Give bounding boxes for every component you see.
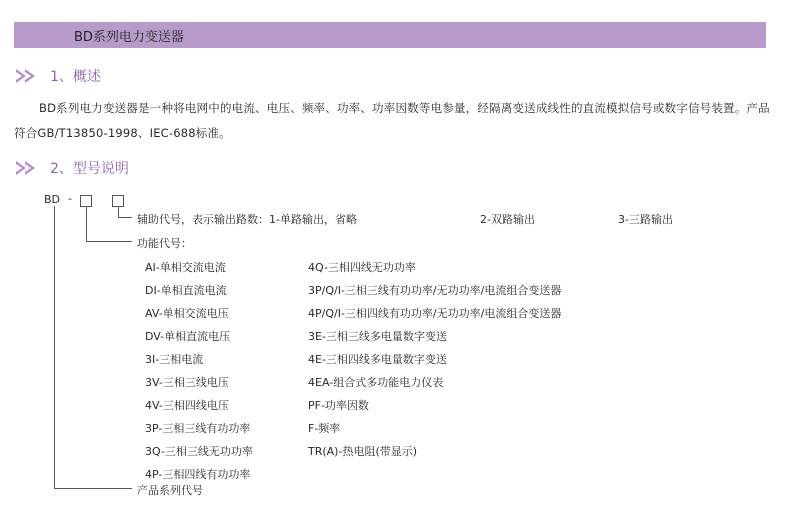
function-item-left: 3Q-三相三线无功功率 [145, 445, 253, 458]
function-item-left: 3P-三相三线有功功率 [145, 422, 251, 435]
aux-connector-vertical [118, 207, 119, 217]
function-connector-horizontal [86, 241, 132, 242]
series-connector-vertical [54, 206, 55, 488]
function-item-right: PF-功率因数 [308, 399, 369, 412]
function-item-left: 4V-三相四线电压 [145, 399, 229, 412]
function-item-left: 3I-三相电流 [145, 353, 204, 366]
function-item-right: 3E-三相三线多电量数字变送 [308, 330, 447, 343]
function-item-left: DI-单相直流电流 [145, 284, 227, 297]
section-overview-title: 1、概述 [50, 69, 101, 85]
function-code-box [80, 195, 92, 207]
section-model-heading [14, 158, 129, 178]
aux-code-label: 辅助代号，表示输出路数：1-单路输出，省略 [137, 213, 357, 226]
series-connector-horizontal [54, 488, 132, 489]
function-item-left: 4P-三相四线有功功率 [145, 468, 251, 481]
aux-option-3: 3-三路输出 [618, 213, 673, 226]
aux-connector-horizontal [118, 217, 132, 218]
function-item-right: F-频率 [308, 422, 341, 435]
model-prefix: BD [44, 193, 61, 206]
function-item-right: TR(A)-热电阻(带显示) [308, 445, 418, 458]
function-item-right: 4P/Q/I-三相四线有功功率/无功功率/电流组合变送器 [308, 307, 562, 320]
function-item-right: 4Q-三相四线无功功率 [308, 261, 416, 274]
banner-title: BD系列电力变送器 [74, 30, 184, 45]
function-connector-vertical [86, 207, 87, 241]
series-code-label: 产品系列代号 [137, 484, 203, 497]
aux-code-box [112, 195, 124, 207]
title-banner [14, 22, 766, 48]
section-model-title: 2、型号说明 [50, 161, 129, 177]
function-item-left: AV-单相交流电压 [145, 307, 229, 320]
function-item-right: 3P/Q/I-三相三线有功功率/无功功率/电流组合变送器 [308, 284, 562, 297]
section-overview-heading [14, 66, 101, 86]
model-dash: - [68, 192, 72, 205]
function-item-left: DV-单相直流电压 [145, 330, 231, 343]
function-item-left: AI-单相交流电流 [145, 261, 226, 274]
function-item-right: 4E-三相四线多电量数字变送 [308, 353, 447, 366]
overview-paragraph: BD系列电力变送器是一种将电网中的电流、电压、频率、功率、功率因数等电参量，经隔离变送成线性的直流模拟信号或数字信号装置。产品符合GB/T13850-1998、IEC-688标准。 [14, 101, 770, 140]
function-item-left: 3V-三相三线电压 [145, 376, 229, 389]
function-code-label: 功能代号： [137, 237, 192, 250]
double-chevron-icon [14, 159, 44, 177]
aux-option-2: 2-双路输出 [480, 213, 535, 226]
function-item-right: 4EA-组合式多功能电力仪表 [308, 376, 444, 389]
double-chevron-icon [14, 67, 44, 85]
